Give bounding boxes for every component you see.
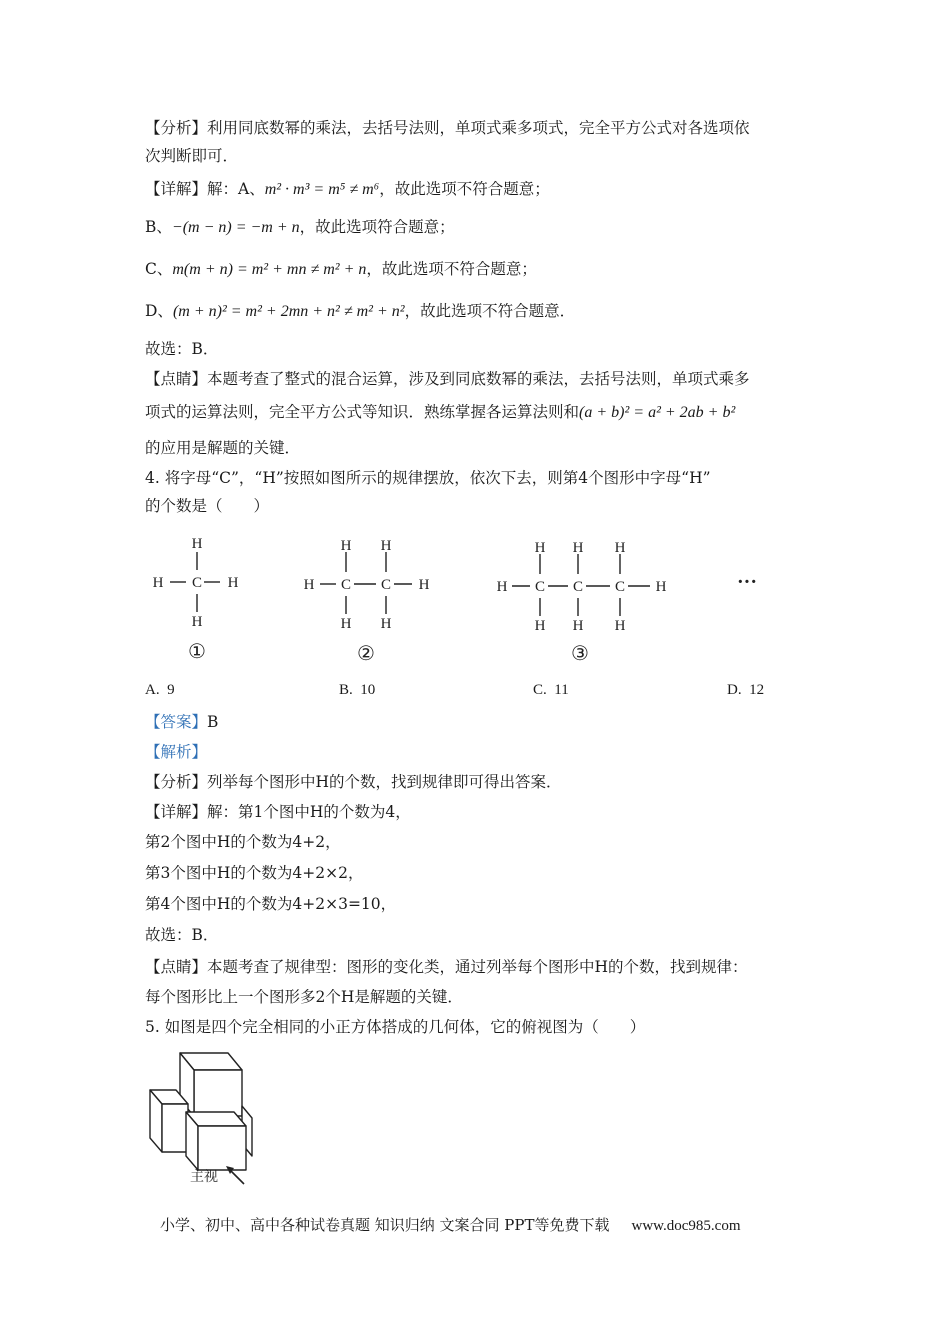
q3-analysis-cont: 次判断即可． xyxy=(145,147,239,165)
fig3-label: ③ xyxy=(571,643,589,665)
fig2-h-right: H xyxy=(418,577,430,593)
q3-d-math: (m + n)² = m² + 2mn + n² ≠ m² + n² xyxy=(172,303,405,320)
fig2-h-top-2: H xyxy=(380,538,392,554)
q4-explain-tag: 【解析】 xyxy=(145,743,208,761)
q3-d-prefix: D、 xyxy=(145,302,173,320)
q4-choice-a-value: 9 xyxy=(167,682,175,698)
fig1-h-right: H xyxy=(227,575,239,591)
q4-choice-c-letter: C. xyxy=(533,682,547,698)
q4-detail-3: 第3个图中H的个数为4+2×2， xyxy=(145,864,364,882)
fig3-h-bottom-1: H xyxy=(534,618,546,634)
fig3-c-2: C xyxy=(572,579,584,595)
q4-answer-tag: 【答案】 xyxy=(145,713,208,731)
q4-choice-d xyxy=(727,679,764,701)
q3-c-prefix: C、 xyxy=(145,260,173,278)
q4-stem-line-2: 的个数是（ ） xyxy=(145,497,270,515)
q3-analysis: 【分析】利用同底数幂的乘法，去括号法则，单项式乘多项式，完全平方公式对各选项依 xyxy=(145,119,750,137)
fig3-h-top-2: H xyxy=(572,540,584,556)
footer-url[interactable]: www.doc985.com xyxy=(631,1218,741,1234)
fig3-h-right: H xyxy=(655,579,667,595)
fig2-h-top-1: H xyxy=(340,538,352,554)
q4-choice-a xyxy=(145,679,175,701)
q3-d-text: ，故此选项不符合题意． xyxy=(404,302,576,320)
fig3-h-top-1: H xyxy=(534,540,546,556)
q3-detail-a-math: m² · m³ = m⁵ ≠ m⁶ xyxy=(264,181,380,198)
q3-detail-b xyxy=(145,216,455,239)
fig1-label: ① xyxy=(188,641,206,663)
q4-stem-line-1: 4. 将字母“C”，“H”按照如图所示的规律摆放，依次下去，则第4个图形中字母“H” xyxy=(145,469,711,487)
fig3-c-3: C xyxy=(614,579,626,595)
q3-b-math: −(m − n) = −m + n xyxy=(171,219,300,236)
fig2-h-left: H xyxy=(303,577,315,593)
fig2-c-1: C xyxy=(340,577,352,593)
fig2-c-2: C xyxy=(380,577,392,593)
q5-cube-figure xyxy=(140,1048,270,1188)
q3-comment-3: 的应用是解题的关键． xyxy=(145,439,301,457)
q4-choice-b-letter: B. xyxy=(339,682,353,698)
q3-comment-2 xyxy=(145,401,735,424)
q4-answer xyxy=(145,711,218,733)
q3-comment-1: 【点睛】本题考查了整式的混合运算，涉及到同底数幂的乘法，去括号法则，单项式乘多 xyxy=(145,370,750,388)
fig3-h-bottom-3: H xyxy=(614,618,626,634)
q3-detail-prefix: 【详解】解：A、 xyxy=(145,180,265,198)
fig2-h-bottom-1: H xyxy=(340,616,352,632)
q5-stem: 5. 如图是四个完全相同的小正方体搭成的几何体，它的俯视图为（ ） xyxy=(145,1018,646,1036)
q3-answer: 故选：B． xyxy=(145,340,219,358)
fig3-h-bottom-2: H xyxy=(572,618,584,634)
q3-detail-d xyxy=(145,300,575,323)
q4-detail-4: 第4个图中H的个数为4+2×3=10， xyxy=(145,895,397,913)
q4-molecule-figures xyxy=(140,528,790,668)
q4-answer-value: B xyxy=(207,713,219,731)
fig1-h-top: H xyxy=(191,536,203,552)
fig2-h-bottom-2: H xyxy=(380,616,392,632)
q4-comment-1: 【点睛】本题考查了规律型：图形的变化类，通过列举每个图形中H的个数，找到规律： xyxy=(145,958,748,976)
fig1-c: C xyxy=(191,575,203,591)
q4-choice-c-value: 11 xyxy=(554,682,569,698)
q4-choice-b-value: 10 xyxy=(360,682,376,698)
fig1-h-bottom: H xyxy=(191,614,203,630)
q3-c-text: ，故此选项不符合题意； xyxy=(366,260,537,278)
q4-choice-b xyxy=(339,679,375,701)
q4-detail-1: 【详解】解：第1个图中H的个数为4， xyxy=(145,803,411,821)
fig2-label: ② xyxy=(357,643,375,665)
q4-detail-2: 第2个图中H的个数为4+2， xyxy=(145,833,341,851)
fig3-h-left: H xyxy=(496,579,508,595)
fig3-h-top-3: H xyxy=(614,540,626,556)
q3-b-prefix: B、 xyxy=(145,218,172,236)
footer xyxy=(160,1214,741,1235)
q3-detail-a xyxy=(145,178,550,201)
fig1-h-left: H xyxy=(152,575,164,591)
q3-detail-a-text: ，故此选项不符合题意； xyxy=(379,180,550,198)
q4-choice-d-letter: D. xyxy=(727,682,742,698)
q3-detail-c xyxy=(145,258,537,281)
q3-b-text: ，故此选项符合题意； xyxy=(299,218,455,236)
q3-c-math: m(m + n) = m² + mn ≠ m² + n xyxy=(172,261,367,278)
q4-conclusion: 故选：B． xyxy=(145,926,219,944)
q4-choice-a-letter: A. xyxy=(145,682,160,698)
q4-analysis: 【分析】列举每个图形中H的个数，找到规律即可得出答案． xyxy=(145,773,562,791)
q3-comment-2-text: 项式的运算法则，完全平方公式等知识．熟练掌握各运算法则和 xyxy=(145,403,580,421)
q4-choice-c xyxy=(533,679,569,701)
q4-comment-2: 每个图形比上一个图形多2个H是解题的关键． xyxy=(145,988,463,1006)
front-view-label: 主视 xyxy=(190,1170,218,1185)
footer-text: 小学、初中、高中各种试卷真题 知识归纳 文案合同 PPT等免费下载 xyxy=(160,1216,610,1234)
q4-choice-d-value: 12 xyxy=(749,682,765,698)
fig3-c-1: C xyxy=(534,579,546,595)
figures-ellipsis: ··· xyxy=(736,571,758,593)
q3-comment-2-math: (a + b)² = a² + 2ab + b² xyxy=(579,404,736,421)
